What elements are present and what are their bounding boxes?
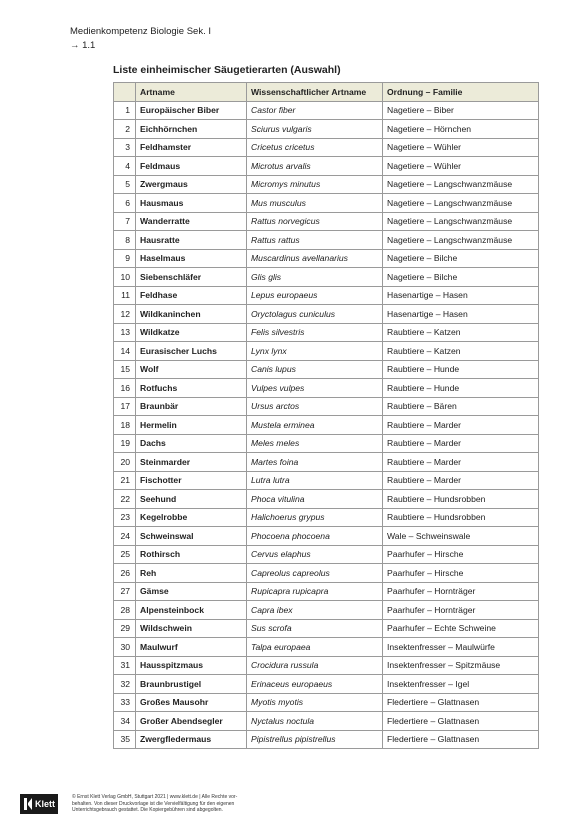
row-number: 13 <box>114 323 136 342</box>
scientific-name: Felis silvestris <box>247 323 383 342</box>
scientific-name: Capra ibex <box>247 601 383 620</box>
scientific-name: Halichoerus grypus <box>247 508 383 527</box>
order-family: Paarhufer – Hornträger <box>383 601 539 620</box>
row-number: 25 <box>114 545 136 564</box>
common-name: Kegelrobbe <box>136 508 247 527</box>
klett-logo-text: Klett <box>35 799 55 809</box>
table-row <box>114 582 539 601</box>
row-number: 24 <box>114 527 136 546</box>
table-row <box>114 175 539 194</box>
row-number: 3 <box>114 138 136 157</box>
scientific-name: Glis glis <box>247 268 383 287</box>
order-family: Raubtiere – Marder <box>383 471 539 490</box>
common-name: Zwergfledermaus <box>136 730 247 749</box>
table-row <box>114 471 539 490</box>
mammal-table <box>113 82 539 749</box>
order-family: Fledertiere – Glattnasen <box>383 712 539 731</box>
table-row <box>114 101 539 120</box>
scientific-name: Vulpes vulpes <box>247 379 383 398</box>
scientific-name: Canis lupus <box>247 360 383 379</box>
row-number: 8 <box>114 231 136 250</box>
common-name: Dachs <box>136 434 247 453</box>
order-family: Nagetiere – Langschwanzmäuse <box>383 212 539 231</box>
row-number: 4 <box>114 157 136 176</box>
row-number: 34 <box>114 712 136 731</box>
common-name: Rothirsch <box>136 545 247 564</box>
scientific-name: Mustela erminea <box>247 416 383 435</box>
row-number: 27 <box>114 582 136 601</box>
table-row <box>114 601 539 620</box>
order-family: Nagetiere – Wühler <box>383 138 539 157</box>
table-body <box>114 101 539 749</box>
order-family: Nagetiere – Bilche <box>383 249 539 268</box>
common-name: Zwergmaus <box>136 175 247 194</box>
row-number: 20 <box>114 453 136 472</box>
scientific-name: Sciurus vulgaris <box>247 120 383 139</box>
copyright-notice <box>72 794 292 814</box>
scientific-name: Castor fiber <box>247 101 383 120</box>
order-family: Nagetiere – Biber <box>383 101 539 120</box>
table-row <box>114 231 539 250</box>
copyright-line: behalten. Von dieser Druckvorlage ist die Vervielfältigung für den eigenen <box>72 800 235 807</box>
table-row <box>114 730 539 749</box>
order-family: Nagetiere – Langschwanzmäuse <box>383 175 539 194</box>
common-name: Siebenschläfer <box>136 268 247 287</box>
order-family: Raubtiere – Marder <box>383 434 539 453</box>
scientific-name: Rupicapra rupicapra <box>247 582 383 601</box>
column-header-name: Artname <box>136 83 247 102</box>
scientific-name: Martes foina <box>247 453 383 472</box>
row-number: 12 <box>114 305 136 324</box>
row-number: 14 <box>114 342 136 361</box>
scientific-name: Sus scrofa <box>247 619 383 638</box>
table-row <box>114 268 539 287</box>
table-row <box>114 157 539 176</box>
table-row <box>114 397 539 416</box>
table-row <box>114 638 539 657</box>
row-number: 29 <box>114 619 136 638</box>
row-number: 9 <box>114 249 136 268</box>
common-name: Feldmaus <box>136 157 247 176</box>
row-number: 26 <box>114 564 136 583</box>
scientific-name: Microtus arvalis <box>247 157 383 176</box>
table-header-row <box>114 83 539 102</box>
order-family: Insektenfresser – Spitzmäuse <box>383 656 539 675</box>
order-family: Nagetiere – Langschwanzmäuse <box>383 194 539 213</box>
common-name: Feldhase <box>136 286 247 305</box>
common-name: Reh <box>136 564 247 583</box>
row-number: 7 <box>114 212 136 231</box>
order-family: Nagetiere – Wühler <box>383 157 539 176</box>
order-family: Wale – Schweinswale <box>383 527 539 546</box>
row-number: 6 <box>114 194 136 213</box>
order-family: Paarhufer – Hirsche <box>383 564 539 583</box>
order-family: Raubtiere – Bären <box>383 397 539 416</box>
row-number: 30 <box>114 638 136 657</box>
row-number: 32 <box>114 675 136 694</box>
common-name: Schweinswal <box>136 527 247 546</box>
table-row <box>114 675 539 694</box>
order-family: Raubtiere – Katzen <box>383 342 539 361</box>
table-row <box>114 545 539 564</box>
common-name: Haselmaus <box>136 249 247 268</box>
copyright-line: Unterrichtsgebrauch gestattet. Die Kopiergebühren sind abgegolten. <box>72 807 223 813</box>
row-number: 16 <box>114 379 136 398</box>
scientific-name: Capreolus capreolus <box>247 564 383 583</box>
table-row <box>114 305 539 324</box>
scientific-name: Talpa europaea <box>247 638 383 657</box>
row-number: 18 <box>114 416 136 435</box>
row-number: 2 <box>114 120 136 139</box>
common-name: Großes Mausohr <box>136 693 247 712</box>
common-name: Seehund <box>136 490 247 509</box>
common-name: Hausspitzmaus <box>136 656 247 675</box>
table-row <box>114 342 539 361</box>
table-row <box>114 138 539 157</box>
row-number: 21 <box>114 471 136 490</box>
row-number: 23 <box>114 508 136 527</box>
row-number: 17 <box>114 397 136 416</box>
table-row <box>114 434 539 453</box>
common-name: Feldhamster <box>136 138 247 157</box>
order-family: Raubtiere – Hundsrobben <box>383 508 539 527</box>
common-name: Wolf <box>136 360 247 379</box>
common-name: Braunbär <box>136 397 247 416</box>
row-number: 10 <box>114 268 136 287</box>
table-row <box>114 323 539 342</box>
row-number: 1 <box>114 101 136 120</box>
copyright-line: © Ernst Klett Verlag GmbH, Stuttgart 2021 | www.klett.de | Alle Rechte vor- <box>72 794 238 800</box>
scientific-name: Meles meles <box>247 434 383 453</box>
scientific-name: Myotis myotis <box>247 693 383 712</box>
common-name: Eichhörnchen <box>136 120 247 139</box>
common-name: Rotfuchs <box>136 379 247 398</box>
header-course: Medienkompetenz Biologie Sek. I <box>70 26 211 37</box>
order-family: Raubtiere – Hundsrobben <box>383 490 539 509</box>
scientific-name: Lynx lynx <box>247 342 383 361</box>
scientific-name: Phoca vitulina <box>247 490 383 509</box>
row-number: 5 <box>114 175 136 194</box>
scientific-name: Lepus europaeus <box>247 286 383 305</box>
row-number: 15 <box>114 360 136 379</box>
table-row <box>114 453 539 472</box>
order-family: Raubtiere – Hunde <box>383 379 539 398</box>
order-family: Fledertiere – Glattnasen <box>383 730 539 749</box>
order-family: Paarhufer – Hornträger <box>383 582 539 601</box>
scientific-name: Rattus rattus <box>247 231 383 250</box>
table-row <box>114 120 539 139</box>
common-name: Hermelin <box>136 416 247 435</box>
table-row <box>114 527 539 546</box>
scientific-name: Cricetus cricetus <box>247 138 383 157</box>
row-number: 28 <box>114 601 136 620</box>
order-family: Raubtiere – Marder <box>383 416 539 435</box>
order-family: Hasenartige – Hasen <box>383 305 539 324</box>
order-family: Insektenfresser – Igel <box>383 675 539 694</box>
row-number: 19 <box>114 434 136 453</box>
table-row <box>114 249 539 268</box>
scientific-name: Micromys minutus <box>247 175 383 194</box>
order-family: Raubtiere – Marder <box>383 453 539 472</box>
row-number: 11 <box>114 286 136 305</box>
common-name: Wildschwein <box>136 619 247 638</box>
common-name: Gämse <box>136 582 247 601</box>
row-number: 22 <box>114 490 136 509</box>
common-name: Fischotter <box>136 471 247 490</box>
common-name: Steinmarder <box>136 453 247 472</box>
table-row <box>114 212 539 231</box>
order-family: Fledertiere – Glattnasen <box>383 693 539 712</box>
scientific-name: Rattus norvegicus <box>247 212 383 231</box>
scientific-name: Erinaceus europaeus <box>247 675 383 694</box>
scientific-name: Crocidura russula <box>247 656 383 675</box>
table-row <box>114 656 539 675</box>
table-row <box>114 379 539 398</box>
common-name: Hausratte <box>136 231 247 250</box>
page-header <box>70 25 211 53</box>
order-family: Nagetiere – Bilche <box>383 268 539 287</box>
column-header-scientific-name: Wissenschaftlicher Artname <box>247 83 383 102</box>
common-name: Alpensteinbock <box>136 601 247 620</box>
table-row <box>114 286 539 305</box>
table-row <box>114 693 539 712</box>
scientific-name: Ursus arctos <box>247 397 383 416</box>
order-family: Hasenartige – Hasen <box>383 286 539 305</box>
order-family: Paarhufer – Hirsche <box>383 545 539 564</box>
order-family: Insektenfresser – Maulwürfe <box>383 638 539 657</box>
common-name: Großer Abendsegler <box>136 712 247 731</box>
scientific-name: Mus musculus <box>247 194 383 213</box>
order-family: Raubtiere – Katzen <box>383 323 539 342</box>
common-name: Braunbrustigel <box>136 675 247 694</box>
klett-logo-icon <box>23 797 33 811</box>
order-family: Nagetiere – Langschwanzmäuse <box>383 231 539 250</box>
order-family: Nagetiere – Hörnchen <box>383 120 539 139</box>
scientific-name: Muscardinus avellanarius <box>247 249 383 268</box>
column-header-order-family: Ordnung – Familie <box>383 83 539 102</box>
list-title: Liste einheimischer Säugetierarten (Auswahl) <box>113 64 341 76</box>
common-name: Europäischer Biber <box>136 101 247 120</box>
common-name: Wildkaninchen <box>136 305 247 324</box>
order-family: Raubtiere – Hunde <box>383 360 539 379</box>
order-family: Paarhufer – Echte Schweine <box>383 619 539 638</box>
scientific-name: Oryctolagus cuniculus <box>247 305 383 324</box>
row-number: 31 <box>114 656 136 675</box>
scientific-name: Cervus elaphus <box>247 545 383 564</box>
common-name: Maulwurf <box>136 638 247 657</box>
common-name: Eurasischer Luchs <box>136 342 247 361</box>
scientific-name: Phocoena phocoena <box>247 527 383 546</box>
table-row <box>114 564 539 583</box>
table-row <box>114 416 539 435</box>
table-row <box>114 360 539 379</box>
scientific-name: Pipistrellus pipistrellus <box>247 730 383 749</box>
table-row <box>114 490 539 509</box>
header-reference: → 1.1 <box>70 40 96 51</box>
table-row <box>114 712 539 731</box>
common-name: Wanderratte <box>136 212 247 231</box>
row-number: 35 <box>114 730 136 749</box>
table-row <box>114 619 539 638</box>
table-row <box>114 194 539 213</box>
table-row <box>114 508 539 527</box>
scientific-name: Nyctalus noctula <box>247 712 383 731</box>
common-name: Wildkatze <box>136 323 247 342</box>
row-number: 33 <box>114 693 136 712</box>
klett-logo <box>20 794 58 814</box>
scientific-name: Lutra lutra <box>247 471 383 490</box>
common-name: Hausmaus <box>136 194 247 213</box>
column-header-number <box>114 83 136 102</box>
